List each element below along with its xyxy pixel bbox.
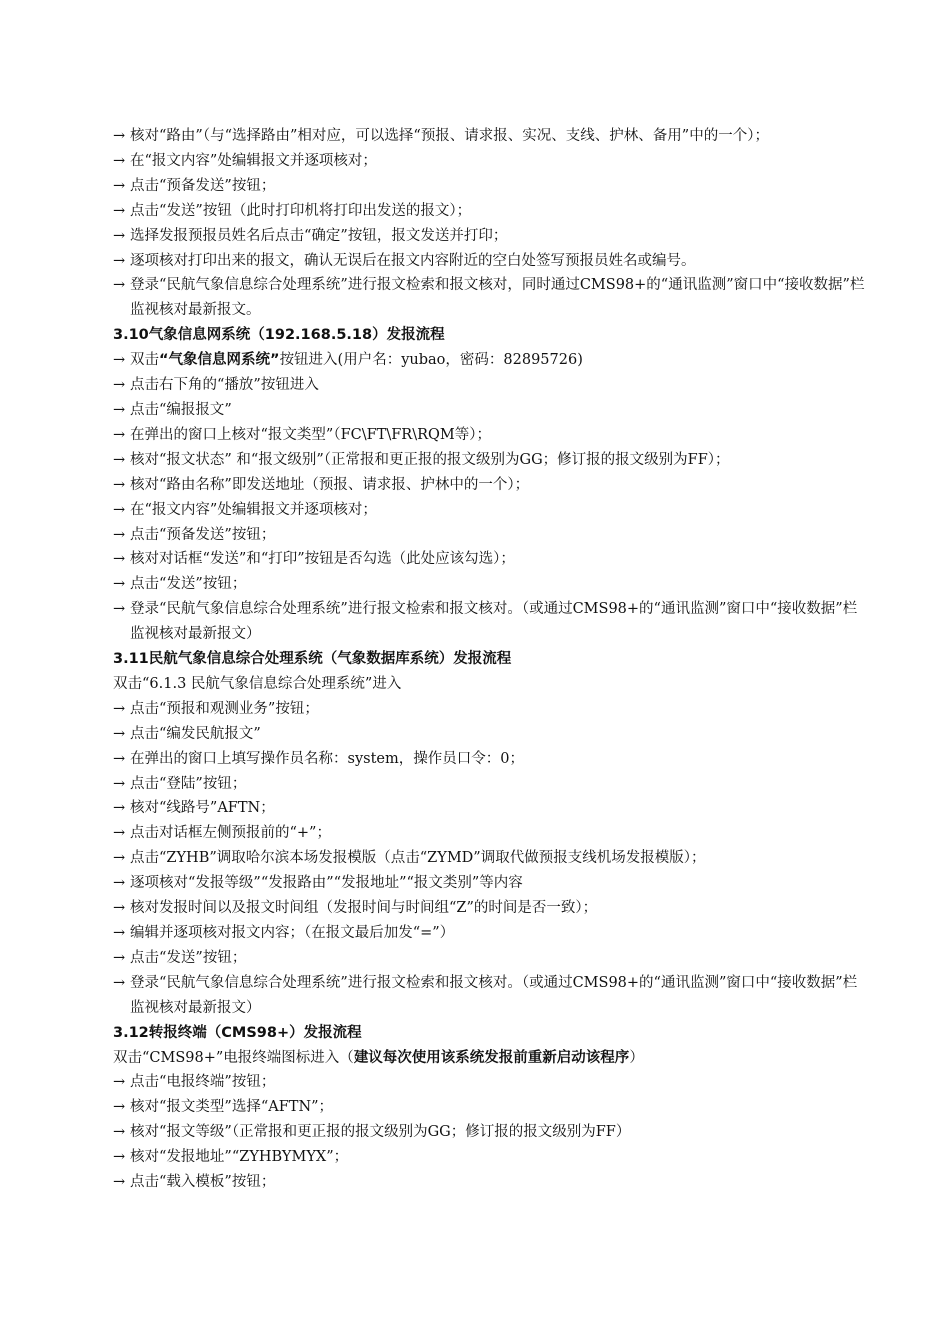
step-text: 核对对话框“发送”和“打印”按钮是否勾选（此处应该勾选）； — [130, 551, 515, 568]
section-3-11 — [113, 647, 865, 1021]
step-text: 选择发报预报员姓名后点击“确定”按钮，报文发送并打印； — [130, 227, 508, 244]
step-text: 点击“发送”按钮； — [130, 949, 247, 966]
step-line — [113, 946, 865, 971]
step-line — [113, 1095, 865, 1120]
section-heading: 3.12转报终端（CMS98+）发报流程 — [113, 1024, 362, 1041]
step-text: 核对“报文等级”（正常报和更正报的报文级别为GG；修订报的报文级别为FF） — [130, 1124, 631, 1141]
step-text: 核对“报文类型”选择“AFTN”； — [130, 1099, 334, 1116]
arrow-icon: → — [113, 476, 126, 493]
step-line — [113, 1145, 865, 1170]
arrow-icon: → — [113, 202, 126, 219]
step-text: 在“报文内容”处编辑报文并逐项核对； — [130, 501, 377, 518]
arrow-icon: → — [113, 152, 126, 169]
step-text: 登录“民航气象信息综合处理系统”进行报文检索和报文核对。（或通过CMS98+的“通讯监测”窗口中“接收数据”栏监视核对最新报文） — [130, 601, 858, 643]
step-text: 点击“登陆”按钮； — [130, 775, 247, 792]
arrow-icon: → — [113, 725, 126, 742]
step-line — [113, 1120, 865, 1145]
arrow-icon: → — [113, 277, 126, 294]
arrow-icon: → — [113, 875, 126, 892]
arrow-icon: → — [113, 352, 126, 369]
arrow-icon: → — [113, 1174, 126, 1191]
arrow-icon: → — [113, 925, 126, 941]
intro-bold: 建议每次使用该系统发报前重新启动该程序 — [353, 1049, 630, 1066]
step-line — [113, 796, 865, 821]
section-intro — [113, 1046, 865, 1071]
section-heading: 3.11民航气象信息综合处理系统（气象数据库系统）发报流程 — [113, 651, 512, 668]
step-text: 点击“预报和观测业务”按钮； — [130, 700, 319, 717]
arrow-icon: → — [113, 451, 126, 468]
step-text: 点击“编发民航报文” — [130, 725, 261, 742]
step-line — [113, 697, 865, 722]
arrow-icon: → — [113, 252, 126, 269]
arrow-icon: → — [113, 800, 126, 817]
step-text: 登录“民航气象信息综合处理系统”进行报文检索和报文核对。（或通过CMS98+的“通讯监测”窗口中“接收数据”栏监视核对最新报文） — [130, 974, 858, 1016]
step-text: 点击“电报终端”按钮； — [130, 1074, 276, 1091]
step-text: 点击对话框左侧预报前的“+”； — [130, 825, 331, 842]
arrow-icon: → — [113, 949, 126, 966]
arrow-icon: → — [113, 775, 126, 792]
step-line — [113, 149, 865, 174]
step-text: 逐项核对打印出来的报文，确认无误后在报文内容附近的空白处签写预报员姓名或编号。 — [130, 252, 696, 269]
step-line — [113, 772, 865, 797]
step-line — [113, 273, 865, 323]
step-line — [113, 821, 865, 846]
step-text: 在弹出的窗口上核对“报文类型”（FC\FT\FR\RQM等）； — [130, 426, 491, 443]
step-line — [113, 747, 865, 772]
step-line — [113, 871, 865, 896]
arrow-icon: → — [113, 551, 126, 568]
step-text-bold: “气象信息网系统” — [159, 352, 280, 369]
section-previous-steps — [113, 124, 865, 323]
arrow-icon: → — [113, 1074, 126, 1091]
section-3-12 — [113, 1021, 865, 1195]
step-line — [113, 473, 865, 498]
step-text-post: 按钮进入(用户名：yubao，密码：82895726) — [279, 352, 583, 369]
arrow-icon: → — [113, 750, 126, 767]
step-text: 核对“路由名称”即发送地址（预报、请求报、护林中的一个）； — [130, 476, 530, 493]
step-line — [113, 124, 865, 149]
arrow-icon: → — [113, 227, 126, 244]
step-text: 编辑并逐项核对报文内容；（在报文最后加发“=”） — [130, 925, 455, 941]
step-line — [113, 348, 865, 373]
step-text: 点击“载入模板”按钮； — [130, 1174, 276, 1191]
step-line — [113, 921, 865, 946]
intro-post: ） — [629, 1049, 644, 1066]
step-line — [113, 448, 865, 473]
step-line — [113, 224, 865, 249]
arrow-icon: → — [113, 377, 126, 394]
section-intro: 双击“6.1.3 民航气象信息综合处理系统”进入 — [113, 675, 402, 692]
step-line — [113, 498, 865, 523]
step-text-pre: 双击 — [130, 352, 159, 369]
step-line — [113, 846, 865, 871]
document-page — [113, 124, 865, 1195]
step-text: 点击“预备发送”按钮； — [130, 177, 276, 194]
step-line — [113, 523, 865, 548]
arrow-icon: → — [113, 1149, 126, 1166]
step-line — [113, 597, 865, 647]
step-line — [113, 249, 865, 274]
step-text: 点击“发送”按钮； — [130, 576, 247, 593]
arrow-icon: → — [113, 177, 126, 194]
arrow-icon: → — [113, 501, 126, 518]
step-line — [113, 547, 865, 572]
arrow-icon: → — [113, 601, 126, 618]
arrow-icon: → — [113, 974, 126, 991]
arrow-icon: → — [113, 426, 126, 443]
arrow-icon: → — [113, 576, 126, 593]
step-line — [113, 373, 865, 398]
step-text: 核对“线路号”AFTN； — [130, 800, 275, 817]
arrow-icon: → — [113, 128, 126, 144]
arrow-icon: → — [113, 526, 126, 543]
step-line — [113, 199, 865, 224]
arrow-icon: → — [113, 825, 126, 842]
step-text: 登录“民航气象信息综合处理系统”进行报文检索和报文核对，同时通过CMS98+的“通讯监测”窗口中“接收数据”栏监视核对最新报文。 — [130, 277, 865, 319]
arrow-icon: → — [113, 850, 126, 867]
arrow-icon: → — [113, 1124, 126, 1141]
step-line — [113, 572, 865, 597]
step-line — [113, 423, 865, 448]
step-line — [113, 971, 865, 1021]
arrow-icon: → — [113, 900, 126, 917]
arrow-icon: → — [113, 700, 126, 717]
step-text: 核对“发报地址”“ZYHBYMYX”； — [130, 1149, 349, 1166]
arrow-icon: → — [113, 1099, 126, 1116]
step-line — [113, 174, 865, 199]
step-text: 在弹出的窗口上填写操作员名称：system，操作员口令：0； — [130, 750, 524, 767]
step-line — [113, 722, 865, 747]
arrow-icon: → — [113, 401, 126, 418]
step-text — [130, 348, 865, 373]
step-text: 逐项核对“发报等级”“发报路由”“发报地址”“报文类别”等内容 — [130, 875, 523, 892]
step-text: 核对“报文状态” 和“报文级别”（正常报和更正报的报文级别为GG；修订报的报文级别为FF）； — [130, 451, 730, 468]
step-line — [113, 398, 865, 423]
section-heading: 3.10气象信息网系统（192.168.5.18）发报流程 — [113, 327, 445, 344]
step-text: 点击“预备发送”按钮； — [130, 526, 276, 543]
step-text: 在“报文内容”处编辑报文并逐项核对； — [130, 152, 377, 169]
intro-pre: 双击“CMS98+”电报终端图标进入（ — [113, 1049, 354, 1066]
step-text: 核对发报时间以及报文时间组（发报时间与时间组“Z”的时间是否一致）； — [130, 900, 598, 917]
step-text: 核对“路由”（与“选择路由”相对应，可以选择“预报、请求报、实况、支线、护林、备用”中的一个）； — [130, 128, 769, 144]
step-line — [113, 1070, 865, 1095]
step-text: 点击右下角的“播放”按钮进入 — [130, 377, 319, 394]
step-text: 点击“ZYHB”调取哈尔滨本场发报模版（点击“ZYMD”调取代做预报支线机场发报模版）； — [130, 850, 706, 867]
step-text: 点击“发送”按钮（此时打印机将打印出发送的报文）； — [130, 202, 472, 219]
step-text: 点击“编报报文” — [130, 401, 232, 418]
section-3-10 — [113, 323, 865, 647]
step-line — [113, 896, 865, 921]
step-line — [113, 1170, 865, 1195]
